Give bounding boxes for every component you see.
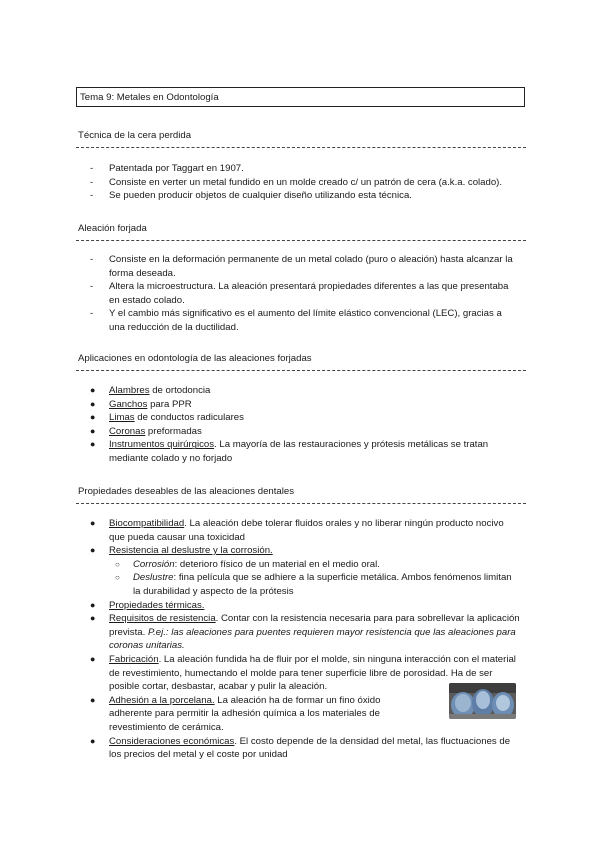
list-item: - Se pueden producir objetos de cualquier diseño utilizando esta técnica. <box>90 189 530 203</box>
circle-bullet-icon: ○ <box>115 573 120 583</box>
section-heading-cera-perdida: Técnica de la cera perdida <box>78 130 192 141</box>
bullet-icon: ● <box>90 385 96 395</box>
list-item: ● Alambres de ortodoncia <box>90 385 211 396</box>
bullet-icon: ● <box>90 653 96 664</box>
bullet-icon: ● <box>90 694 96 705</box>
list-item: ● Biocompatibilidad. La aleación debe tolerar fluidos orales y no liberar ningún producto nocivo que pueda causar una toxicidad <box>90 518 504 543</box>
bullet-icon: ● <box>90 599 96 610</box>
list-item: ● Fabricación. La aleación fundida ha de fluir por el molde, sin ninguna interacción con el material de revestimiento, humectando el molde para tener superficie libre de porosidad. Ha de ser posible cortar, desbastar, acabar y pulir la aleación. <box>90 653 516 693</box>
list-item: ● Consideraciones económicas. El costo depende de la densidad del metal, las fluctuaciones de los precios del metal y el coste por unidad <box>90 735 511 761</box>
list-item: - Y el cambio más significativo es el aumento del límite elástico convencional (LEC), gracias a una reducción de la ductilidad. <box>90 307 520 334</box>
list-cera-perdida <box>90 162 530 203</box>
list-item: - Altera la microestructura. La aleación presentará propiedades diferentes a las que presentaba en estado colado. <box>90 280 520 307</box>
bullet-icon: ● <box>90 425 96 436</box>
circle-bullet-icon: ○ <box>115 559 120 569</box>
bullet-icon: ● <box>90 545 96 556</box>
section-heading-propiedades: Propiedades deseables de las aleaciones dentales <box>78 486 295 497</box>
bullet-icon: ● <box>90 398 96 409</box>
bullet-icon: ● <box>90 412 96 423</box>
list-item: - Patentada por Taggart en 1907. <box>90 162 530 176</box>
list-aplicaciones <box>90 384 520 466</box>
sub-list <box>109 558 520 599</box>
bullet-icon: ● <box>90 613 96 624</box>
list-item: ● Resistencia al deslustre y la corrosión. ○ Corrosión: deterioro físico de un material en el medio oral. ○ Deslustre: fina película que se adhiere a la superficie metálica. Ambos fenómenos limitan la durabilidad y aspecto de la prótesis <box>90 544 520 598</box>
list-item: ● Limas de conductos radiculares <box>90 412 244 424</box>
list-item: ● Propiedades térmicas. <box>90 599 205 611</box>
list-item: ● Coronas preformadas <box>90 425 202 437</box>
metal-ceramic-photo <box>449 683 516 719</box>
sub-list-item: ○ Deslustre: fina película que se adhiere a la superficie metálica. Ambos fenómenos limitan la durabilidad y aspecto de la prótesis <box>115 572 512 597</box>
section-divider <box>76 240 526 241</box>
sub-list-item: ○ Corrosión: deterioro físico de un material en el medio oral. <box>115 558 380 570</box>
section-divider <box>76 147 526 148</box>
list-item: - Consiste en la deformación permanente de un metal colado (puro o aleación) hasta alcanzar la forma deseada. <box>90 253 520 280</box>
list-item: ● Requisitos de resistencia. Contar con la resistencia necesaria para para sobrellevar la aplicación prevista. P.ej.: las aleaciones para puentes requieren mayor resistencia que las aleaciones para coronas unitarias. <box>90 613 520 652</box>
section-divider <box>76 370 526 371</box>
list-propiedades <box>90 517 520 762</box>
section-heading-aplicaciones: Aplicaciones en odontología de las aleaciones forjadas <box>78 353 312 364</box>
list-item: ● Instrumentos quirúrgicos. La mayoría de las restauraciones y prótesis metálicas se tratan mediante colado y no forjado <box>90 439 489 464</box>
section-divider <box>76 503 526 504</box>
bullet-icon: ● <box>90 439 96 450</box>
section-heading-aleacion-forjada: Aleación forjada <box>78 223 147 234</box>
bullet-icon: ● <box>90 735 96 746</box>
list-item: ● Ganchos para PPR <box>90 398 192 410</box>
list-item: ● Adhesión a la porcelana. La aleación ha de formar un fino óxido adherente para permitir la adhesión química a los materiales de revestimiento de cerámica. <box>90 694 381 733</box>
list-item: - Consiste en verter un metal fundido en un molde creado c/ un patrón de cera (a.k.a. colado). <box>90 176 530 190</box>
page-title: Tema 9: Metales en Odontología <box>76 87 525 107</box>
bullet-icon: ● <box>90 518 96 528</box>
list-aleacion-forjada <box>90 253 520 335</box>
